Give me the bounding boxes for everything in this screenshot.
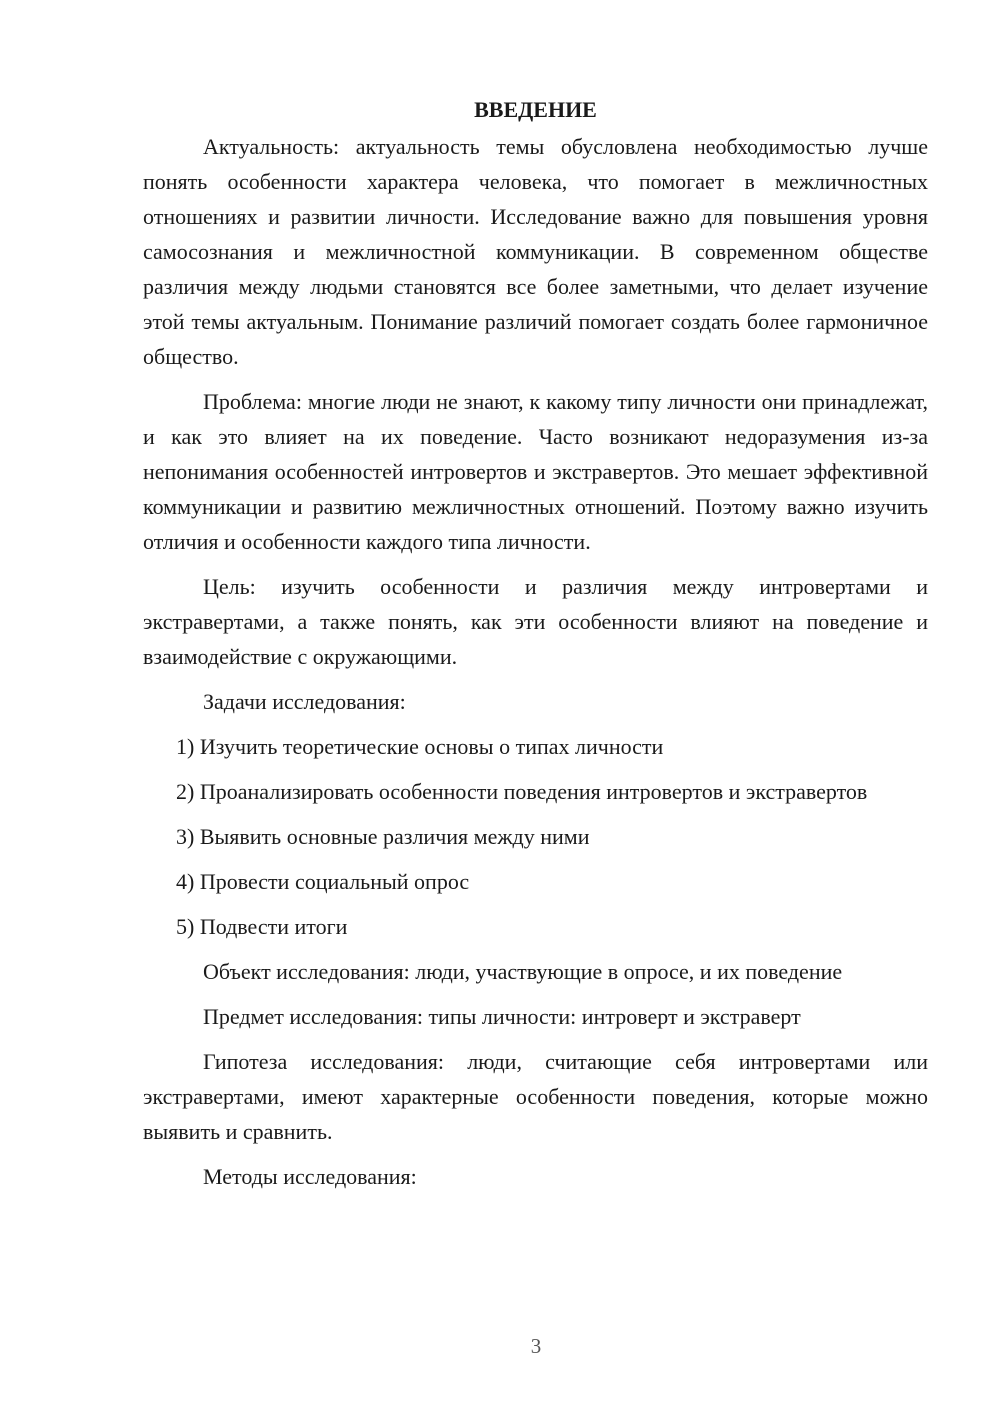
tasks-title: Задачи исследования:: [203, 689, 406, 714]
methods-title: Методы исследования:: [203, 1164, 417, 1189]
page-content: [143, 92, 928, 1204]
section-heading: ВВЕДЕНИЕ: [474, 97, 597, 122]
task-item-1: 1) Изучить теоретические основы о типах личности: [176, 734, 664, 759]
problem-paragraph: Проблема: многие люди не знают, к какому типу личности они принадлежат, и как это влияет на их поведение. Часто возникают недоразумения из-за непонимания особенностей интровертов и экстравертов. Это мешает эффективной коммуникации и развитию межличностных отношений. Поэтому важно изучить отличия и особенности каждого типа личности.: [143, 389, 928, 554]
page-number: 3: [530, 1334, 542, 1358]
subject-paragraph: Предмет исследования: типы личности: интроверт и экстраверт: [203, 1004, 801, 1029]
task-item-5: 5) Подвести итоги: [176, 914, 348, 939]
hypothesis-paragraph: Гипотеза исследования: люди, считающие себя интровертами или экстравертами, имеют характерные особенности поведения, которые можно выявить и сравнить.: [143, 1049, 928, 1144]
relevance-paragraph: Актуальность: актуальность темы обусловлена необходимостью лучше понять особенности характера человека, что помогает в межличностных отношениях и развитии личности. Исследование важно для повышения уровня самосознания и межличностной коммуникации. В современном обществе различия между людьми становятся все более заметными, что делает изучение этой темы актуальным. Понимание различий помогает создать более гармоничное общество.: [143, 134, 928, 369]
task-item-3: 3) Выявить основные различия между ними: [176, 824, 590, 849]
task-item-4: 4) Провести социальный опрос: [176, 869, 470, 894]
object-paragraph: Объект исследования: люди, участвующие в опросе, и их поведение: [203, 959, 843, 984]
task-item-2: 2) Проанализировать особенности поведения интровертов и экстравертов: [176, 779, 868, 804]
goal-paragraph: Цель: изучить особенности и различия между интровертами и экстравертами, а также понять, как эти особенности влияют на поведение и взаимодействие с окружающими.: [143, 574, 928, 669]
